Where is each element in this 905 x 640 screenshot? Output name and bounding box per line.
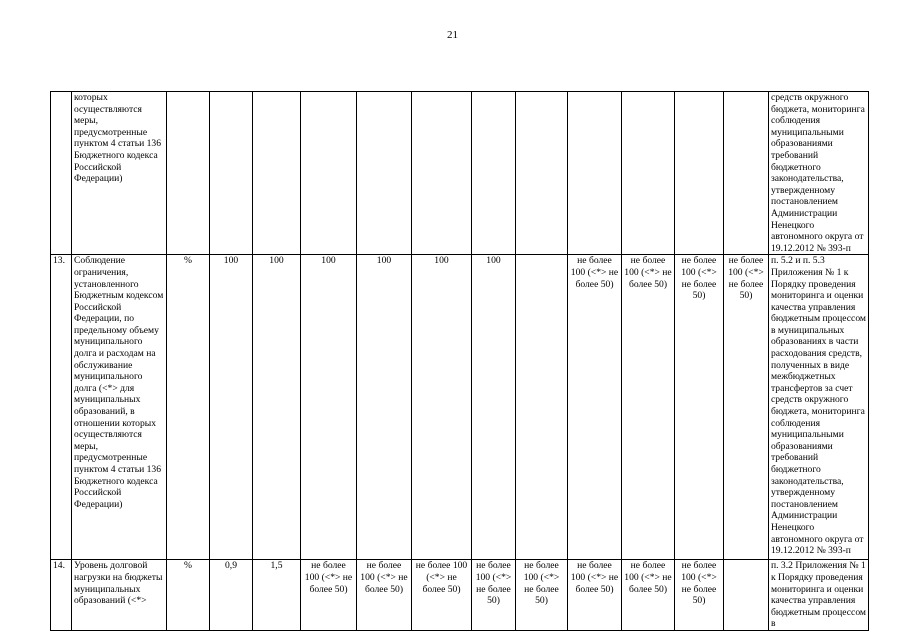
unit-cell: % xyxy=(167,560,210,631)
value-cell xyxy=(301,92,357,255)
legal-basis-cell: п. 3.2 Приложения № 1 к Порядку проведения мониторинга и оценки качества управления бюджетным процессом в xyxy=(769,560,869,631)
row-number: 13. xyxy=(51,255,72,560)
indicators-table xyxy=(50,91,869,631)
value-cell xyxy=(253,92,301,255)
value-cell xyxy=(516,255,568,560)
indicator-description: Уровень долговой нагрузки на бюджеты муниципальных образований (<*> xyxy=(72,560,167,631)
value-cell: не более 100 (<*> не более 50) xyxy=(568,255,622,560)
table-row xyxy=(51,560,869,631)
unit-cell xyxy=(167,92,210,255)
value-cell xyxy=(568,92,622,255)
table-row xyxy=(51,255,869,560)
value-cell: не более 100 (<*> не более 50) xyxy=(357,560,412,631)
unit-cell: % xyxy=(167,255,210,560)
value-cell: не более 100 (<*> не более 50) xyxy=(724,255,769,560)
value-cell: 100 xyxy=(412,255,472,560)
value-cell: не более 100 (<*> не более 50) xyxy=(516,560,568,631)
value-cell xyxy=(516,92,568,255)
table-row xyxy=(51,92,869,255)
value-cell: 100 xyxy=(357,255,412,560)
legal-basis-cell: средств окружного бюджета, мониторинга соблюдения муниципальными образованиями требований бюджетного законодательства, утвержденному постановлением Администрации Ненецкого автономного округа от 19.12.2012 № 393-п xyxy=(769,92,869,255)
value-cell: не более 100 (<*> не более 50) xyxy=(412,560,472,631)
indicator-description: которых осуществляются меры, предусмотренные пунктом 4 статьи 136 Бюджетного кодекса Российской Федерации) xyxy=(72,92,167,255)
value-cell: 0,9 xyxy=(210,560,253,631)
value-cell xyxy=(412,92,472,255)
value-cell: не более 100 (<*> не более 50) xyxy=(472,560,516,631)
value-cell: 1,5 xyxy=(253,560,301,631)
value-cell: не более 100 (<*> не более 50) xyxy=(675,255,724,560)
value-cell xyxy=(724,560,769,631)
row-number xyxy=(51,92,72,255)
indicator-description: Соблюдение ограничения, установленного Бюджетным кодексом Российской Федерации, по предельному объему муниципального долга и расходам на обслуживание муниципального долга (<*> для муниципальных образований, в отношении которых осуществляются меры, предусмотренные пунктом 4 статьи 136 Бюджетного кодекса Российской Федерации) xyxy=(72,255,167,560)
value-cell xyxy=(675,92,724,255)
value-cell: 100 xyxy=(472,255,516,560)
value-cell xyxy=(472,92,516,255)
page-number: 21 xyxy=(447,29,458,41)
value-cell xyxy=(724,92,769,255)
value-cell xyxy=(357,92,412,255)
value-cell: не более 100 (<*> не более 50) xyxy=(622,560,675,631)
value-cell: 100 xyxy=(210,255,253,560)
value-cell xyxy=(210,92,253,255)
value-cell: не более 100 (<*> не более 50) xyxy=(622,255,675,560)
row-number: 14. xyxy=(51,560,72,631)
value-cell: не более 100 (<*> не более 50) xyxy=(568,560,622,631)
value-cell: не более 100 (<*> не более 50) xyxy=(675,560,724,631)
value-cell: 100 xyxy=(253,255,301,560)
value-cell: не более 100 (<*> не более 50) xyxy=(301,560,357,631)
value-cell xyxy=(622,92,675,255)
value-cell: 100 xyxy=(301,255,357,560)
legal-basis-cell: п. 5.2 и п. 5.3 Приложения № 1 к Порядку проведения мониторинга и оценки качества управления бюджетным процессом в муниципальных образованиях в части расходования средств, полученных в виде межбюджетных трансфертов за счет средств окружного бюджета, мониторинга соблюдения муниципальными образованиями требований бюджетного законодательства, утвержденному постановлением Администрации Ненецкого автономного округа от 19.12.2012 № 393-п xyxy=(769,255,869,560)
